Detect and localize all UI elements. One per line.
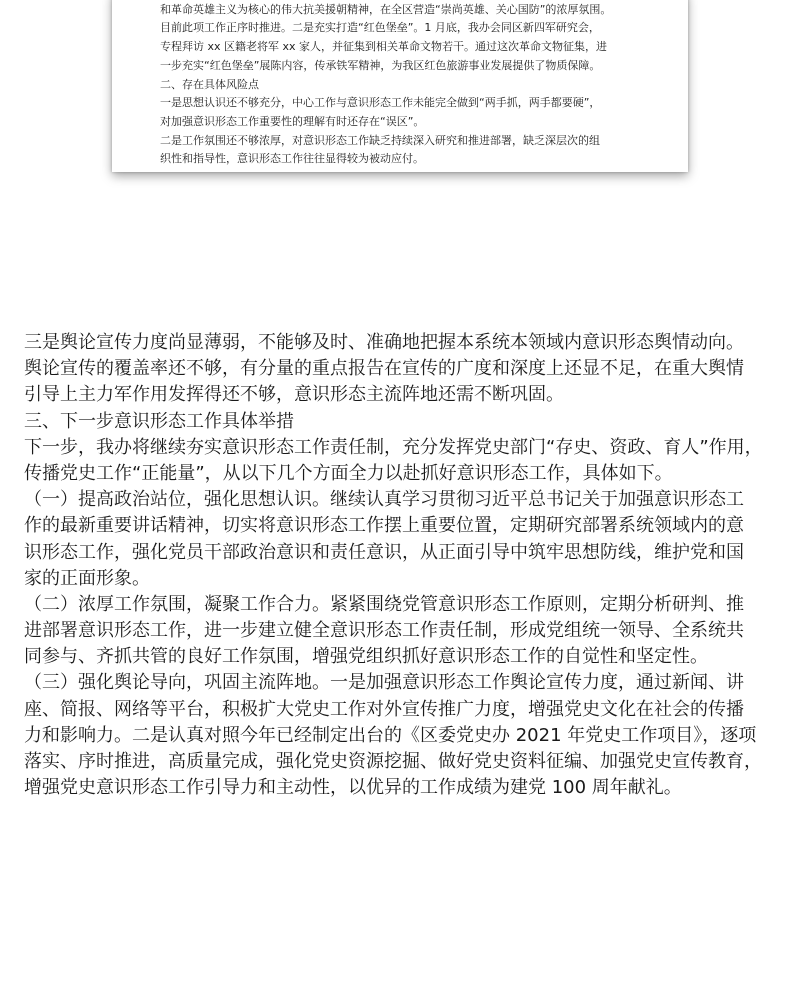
body-line: 落实、序时推进，高质量完成，强化党史资源挖掘、做好党史资料征编、加强党史宣传教育， [24,751,762,772]
body-line: 同参与、齐抓共管的良好工作氛围，增强党组织抓好意识形态工作的自觉性和坚定性。 [24,646,708,668]
body-line: 进部署意识形态工作，进一步建立健全意识形态工作责任制，形成党组统一领导、全系统共 [24,620,744,642]
preview-line: 一是思想认识还不够充分，中心工作与意识形态工作未能完全做到“两手抓，两手都要硬”， [160,96,601,110]
body-line: 下一步，我办将继续夯实意识形态工作责任制，充分发挥党史部门“存史、资政、育人”作用， [24,436,763,458]
body-line: （二）浓厚工作氛围，凝聚工作合力。紧紧围绕党管意识形态工作原则，定期分析研判、推 [24,593,744,615]
preview-line: 和革命英雄主义为核心的伟大抗美援朝精神，在全区营造“崇尚英雄、关心国防”的浓厚氛围。 [160,2,612,16]
preview-line: 一步充实“红色堡垒”展陈内容，传承铁军精神，为我区红色旅游事业发展提供了物质保障。 [160,58,601,72]
body-line: 引导上主力军作用发挥得还不够，意识形态主流阵地还需不断巩固。 [24,384,564,406]
preview-line: 目前此项工作正序时推进。二是充实打造“红色堡垒”。1 月底，我办会同区新四军研究会， [160,21,600,35]
document-preview-card [112,0,688,172]
body-line: 识形态工作，强化党员干部政治意识和责任意识，从正面引导中筑牢思想防线，维护党和国 [24,541,744,563]
body-line: （三）强化舆论导向，巩固主流阵地。一是加强意识形态工作舆论宣传力度，通过新闻、讲 [24,672,744,694]
document-body [24,330,780,801]
body-line: 家的正面形象。 [24,567,150,589]
body-line: 三是舆论宣传力度尚显薄弱，不能够及时、准确地把握本系统本领域内意识形态舆情动向。 [24,332,744,353]
section-heading: 三、下一步意识形态工作具体举措 [24,410,294,432]
preview-section-heading: 二、存在具体风险点 [160,77,259,91]
preview-line: 织性和指导性，意识形态工作往往显得较为被动应付。 [160,152,424,166]
preview-line: 专程拜访 xx 区籍老将军 xx 家人，并征集到相关革命文物若干。通过这次革命文物征集，进 [160,40,608,54]
preview-line: 对加强意识形态工作重要性的理解有时还存在“误区”。 [160,114,425,128]
body-line: 力和影响力。二是认真对照今年已经制定出台的《区委党史办 2021 年党史工作项目》，逐项 [24,724,757,746]
body-line: 舆论宣传的覆盖率还不够，有分量的重点报告在宣传的广度和深度上还显不足，在重大舆情 [24,358,744,380]
body-line: 座、简报、网络等平台，积极扩大党史工作对外宣传推广力度，增强党史文化在社会的传播 [24,698,744,720]
preview-text [160,0,660,169]
body-line: 增强党史意识形态工作引导力和主动性，以优异的工作成绩为建党 100 周年献礼。 [24,777,682,799]
body-line: （一）提高政治站位，强化思想认识。继续认真学习贯彻习近平总书记关于加强意识形态工 [24,489,744,511]
preview-line: 二是工作氛围还不够浓厚，对意识形态工作缺乏持续深入研究和推进部署，缺乏深层次的组 [160,133,600,147]
body-line: 作的最新重要讲话精神，切实将意识形态工作摆上重要位置，定期研究部署系统领域内的意 [24,515,744,537]
body-line: 传播党史工作“正能量”，从以下几个方面全力以赴抓好意识形态工作，具体如下。 [24,462,673,484]
